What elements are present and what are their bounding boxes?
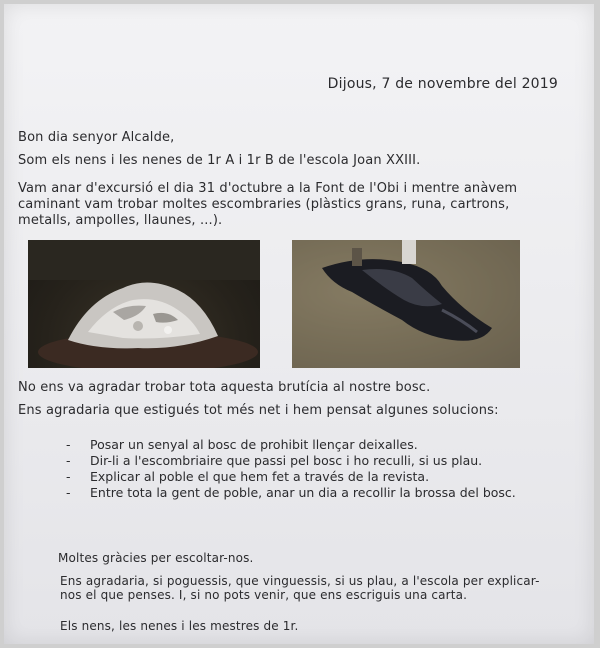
letter-date: Dijous, 7 de novembre del 2019 (327, 76, 558, 92)
solution-item: - Dir-li a l'escombriaire que passi pel bosc i ho reculli, si us plau. (64, 453, 534, 468)
intro-paragraph: Som els nens i les nenes de 1r A i 1r B de l'escola Joan XXIII. (18, 153, 421, 168)
trash-pile-photo (28, 240, 260, 368)
complaint-paragraph: No ens va agradar trobar tota aquesta brutícia al nostre bosc. (18, 380, 431, 395)
excursion-paragraph: Vam anar d'excursió el dia 31 d'octubre a la Font de l'Obi i mentre anàvem caminant vam trobar moltes escombraries (plàstics grans, runa, cartrons, metalls, ampolles, llaunes, ...). (18, 181, 518, 228)
solution-item: - Entre tota la gent de poble, anar un dia a recollir la brossa del bosc. (64, 485, 534, 500)
plastic-bag-photo (292, 240, 520, 368)
greeting: Bon dia senyor Alcalde, (18, 130, 175, 145)
plastic-bag-illustration (292, 240, 520, 368)
solution-item: - Posar un senyal al bosc de prohibit llençar deixalles. (64, 437, 534, 452)
solutions-list (64, 437, 534, 501)
letter-paper (4, 4, 594, 644)
wish-paragraph: Ens agradaria que estigués tot més net i hem pensat algunes solucions: (18, 403, 499, 418)
invite-paragraph: Ens agradaria, si poguessis, que vinguessis, si us plau, a l'escola per explicar-nos el que penses. I, si no pots venir, que ens escriguis una carta. (60, 574, 540, 602)
trash-pile-illustration (28, 240, 260, 368)
signature-line: Els nens, les nenes i les mestres de 1r. (60, 619, 299, 633)
thanks-line: Moltes gràcies per escoltar-nos. (58, 551, 254, 565)
solution-item: - Explicar al poble el que hem fet a través de la revista. (64, 469, 534, 484)
